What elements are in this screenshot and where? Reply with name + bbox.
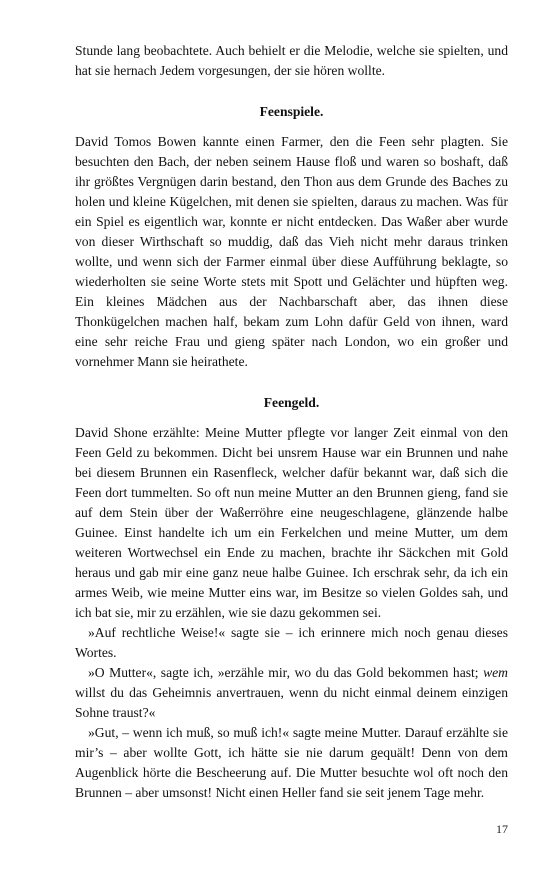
emphasized-word: wem bbox=[483, 665, 508, 680]
feenspiele-paragraph: David Tomos Bowen kannte einen Farmer, den die Feen sehr plagten. Sie besuchten den Bach, der neben seinem Hause floß und waren so boshaft, daß ihr größtes Vergnügen darin bestand, den Thon aus dem Grunde des Baches zu holen und kleine Kügelchen, mit denen sie spielten, daraus zu machen. Was für ein Spiel es eigentlich war, konnte er nicht entdecken. Das Waßer aber wurde von dieser Wirthschaft so muddig, daß das Vieh nicht mehr daraus trinken wollte, und wenn sich der Farmer einmal über diese Aufführung beklagte, so wiederholten sie seine Worte stets mit Spott und Gelächter und hüpften weg. Ein kleines Mädchen aus der Nachbarschaft aber, das ihnen diese Thonkügelchen machen half, bekam zum Lohn dafür Geld von ihnen, ward eine sehr reiche Frau und gieng später nach London, wo ein großer und vornehmer Mann sie heirathete. bbox=[75, 134, 508, 369]
text-block bbox=[75, 41, 508, 803]
feengeld-paragraph-1: David Shone erzählte: Meine Mutter pflegte vor langer Zeit einmal von den Feen Geld zu bekommen. Dicht bei unsrem Hause war ein Brunnen und nahe bei diesem Brunnen ein Rasenfleck, welcher dafür bekannt war, daß sich die Feen dort tummelten. So oft nun meine Mutter an den Brunnen gieng, fand sie auf dem Stein über der Waßerröhre eine neugeschlagene, glänzende halbe Guinee. Einst handelte ich um ein Ferkelchen und meine Mutter, um dem weiteren Wortwechsel ein Ende zu machen, brachte ihr Säckchen mit Gold heraus und gab mir eine ganz neue halbe Guinee. Ich erschrak sehr, da ich ein armes Weib, wie meine Mutter eins war, im Besitze so vielen Goldes sah, und ich bat sie, mir zu erzählen, wie sie dazu gekommen sei. bbox=[75, 425, 508, 620]
intro-paragraph: Stunde lang beobachtete. Auch behielt er die Melodie, welche sie spielten, und hat sie hernach Jedem vorgesungen, der sie hören wollte. bbox=[75, 43, 508, 78]
section-title-feengeld: Feengeld. bbox=[263, 395, 320, 410]
feengeld-paragraph-2: »Auf rechtliche Weise!« sagte sie – ich erinnere mich noch genau dieses Wortes. bbox=[75, 625, 508, 660]
section-title-feenspiele: Feenspiele. bbox=[259, 104, 324, 119]
page-number: 17 bbox=[496, 822, 508, 836]
paragraph-3-end: willst du das Geheimnis anvertrauen, wenn du nicht einmal deinem einzigen Sohne traust?« bbox=[75, 685, 508, 720]
feengeld-paragraph-3 bbox=[75, 663, 508, 723]
feengeld-paragraph-4: »Gut, – wenn ich muß, so muß ich!« sagte meine Mutter. Darauf erzählte sie mir’s – aber wollte Gott, ich hätte sie nie darum gequält! Denn von dem Augenblick hörte die Bescheerung auf. Die Mutter besuchte wol oft noch den Brunnen – aber umsonst! Nicht einen Heller fand sie seit jenem Tage mehr. bbox=[75, 725, 508, 800]
paragraph-3-start: »O Mutter«, sagte ich, »erzähle mir, wo du das Gold bekommen hast; bbox=[88, 665, 484, 680]
